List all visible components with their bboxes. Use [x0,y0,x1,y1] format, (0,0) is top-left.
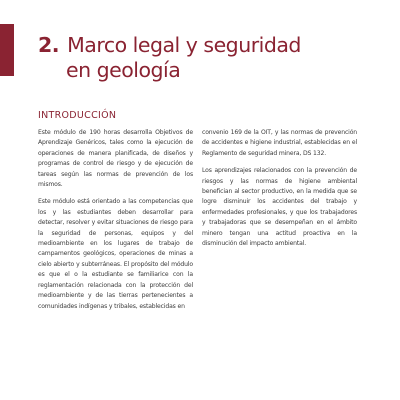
chapter-title [38,33,378,83]
body-paragraph: Este módulo está orientado a las competencias que los y las estudiantes deben desarrollar para detectar, resolver y evitar situaciones de riesgo para la seguridad de personas, equipos y del medioambiente en los lugares de trabajo de campamentos geológicos, operaciones de minas a cielo abierto y subterráneas. El propósito del módulo es que el o la estudiante se familiarice con la reglamentación relacionada con la protección del medioambiente y de las tierras pertenecientes a comunidades indígenas y tribales, establecidas en [38,198,193,310]
body-paragraph: convenio 169 de la OIT, y las normas de prevención de accidentes e higiene industrial, establecidas en el Reglamento de seguridad minera, DS 132. [202,129,357,157]
chapter-number: 2. [38,33,60,57]
chapter-title-line-1: Marco legal y seguridad [67,33,301,57]
chapter-side-tab [0,24,14,76]
body-column-left [38,128,193,319]
chapter-title-line-2: en geología [66,58,181,82]
body-paragraph: Los aprendizajes relacionados con la prevención de riesgos y las normas de higiene ambiental benefician al sector productivo, en la medida que se logre disminuir los accidentes del trabajo y enfermedades profesionales, y que los trabajadores y trabajadoras que se desempeñan en el ámbito minero tengan una actitud proactiva en la disminución del impacto ambiental. [202,167,357,248]
body-paragraph: Este módulo de 190 horas desarrolla Objetivos de Aprendizaje Genéricos, tales como la ejecución de operaciones de manera planificada, de diseños y programas de control de riesgo y de ejecución de tareas según las normas de prevención de los mismos. [38,129,193,189]
body-column-right [202,128,357,256]
section-heading: INTRODUCCIÓN [38,110,117,121]
